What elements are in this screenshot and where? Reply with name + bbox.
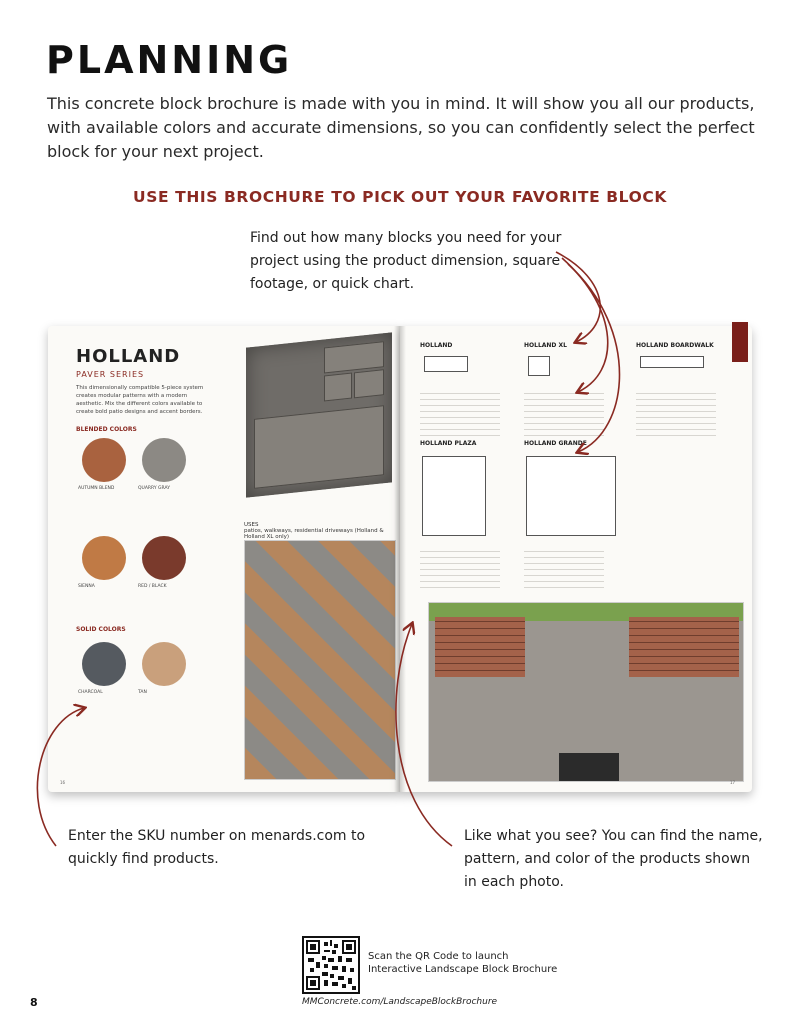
swatch-label: RED / BLACK [138,584,167,589]
callout-sku: Enter the SKU number on menards.com to quickly find products. [68,828,366,867]
brochure-product-description: This dimensionally compatible 5-piece system creates modular patterns with a modern aesthetic. Mix the different colors available to create bold patio designs and accent borders. [76,385,204,415]
arrow-to-photo [396,624,452,846]
intro-paragraph: This concrete block brochure is made with you in mind. It will show you all our products, with available colors and accurate dimensions, so you can confidently select the perfect block for your next project. [47,94,755,161]
product-holland-xl: HOLLAND XL [524,342,567,349]
swatch-label: AUTUMN BLEND [78,486,115,491]
brochure-page-number: 16 [60,780,66,785]
swatch-label: SIENNA [78,584,95,589]
arrow-to-sku [37,708,84,846]
product-holland-grande: HOLLAND GRANDE [524,440,587,447]
page-title: PLANNING [46,38,293,82]
brochure-product-subtitle: PAVER SERIES [76,370,145,379]
arrow-to-grande [568,264,620,452]
page-number: 8 [30,996,38,1009]
product-holland-boardwalk: HOLLAND BOARDWALK [636,342,714,349]
callout-block-count: Find out how many blocks you need for your project using the product dimension, square footage, or quick chart. [250,230,562,292]
solid-colors-heading: SOLID COLORS [76,626,126,633]
swatch-label: CHARCOAL [78,690,103,695]
section-subhead: USE THIS BROCHURE TO PICK OUT YOUR FAVORITE BLOCK [133,188,667,206]
qr-code[interactable] [302,936,360,994]
uses-text: patios, walkways, residential driveways (Holland & Holland XL only) [244,528,384,540]
qr-instructions: Scan the QR Code to launch Interactive Landscape Block Brochure [368,951,558,975]
blended-colors-heading: BLENDED COLORS [76,426,137,433]
brochure-page-number: 17 [730,780,736,785]
qr-code-pattern [304,938,358,992]
callout-photo-info: Like what you see? You can find the name, pattern, and color of the products shown in each photo. [464,828,763,890]
product-holland: HOLLAND [420,342,453,349]
arrow-to-chart [562,258,608,392]
product-holland-plaza: HOLLAND PLAZA [420,440,477,447]
brochure-product-title: HOLLAND [76,346,181,367]
brochure-url[interactable]: MMConcrete.com/LandscapeBlockBrochure [302,997,498,1007]
uses-heading: USES patios, walkways, residential driveways (Holland & Holland XL only) [244,522,384,540]
swatch-label: QUARRY GRAY [138,486,170,491]
swatch-label: TAN [138,690,147,695]
